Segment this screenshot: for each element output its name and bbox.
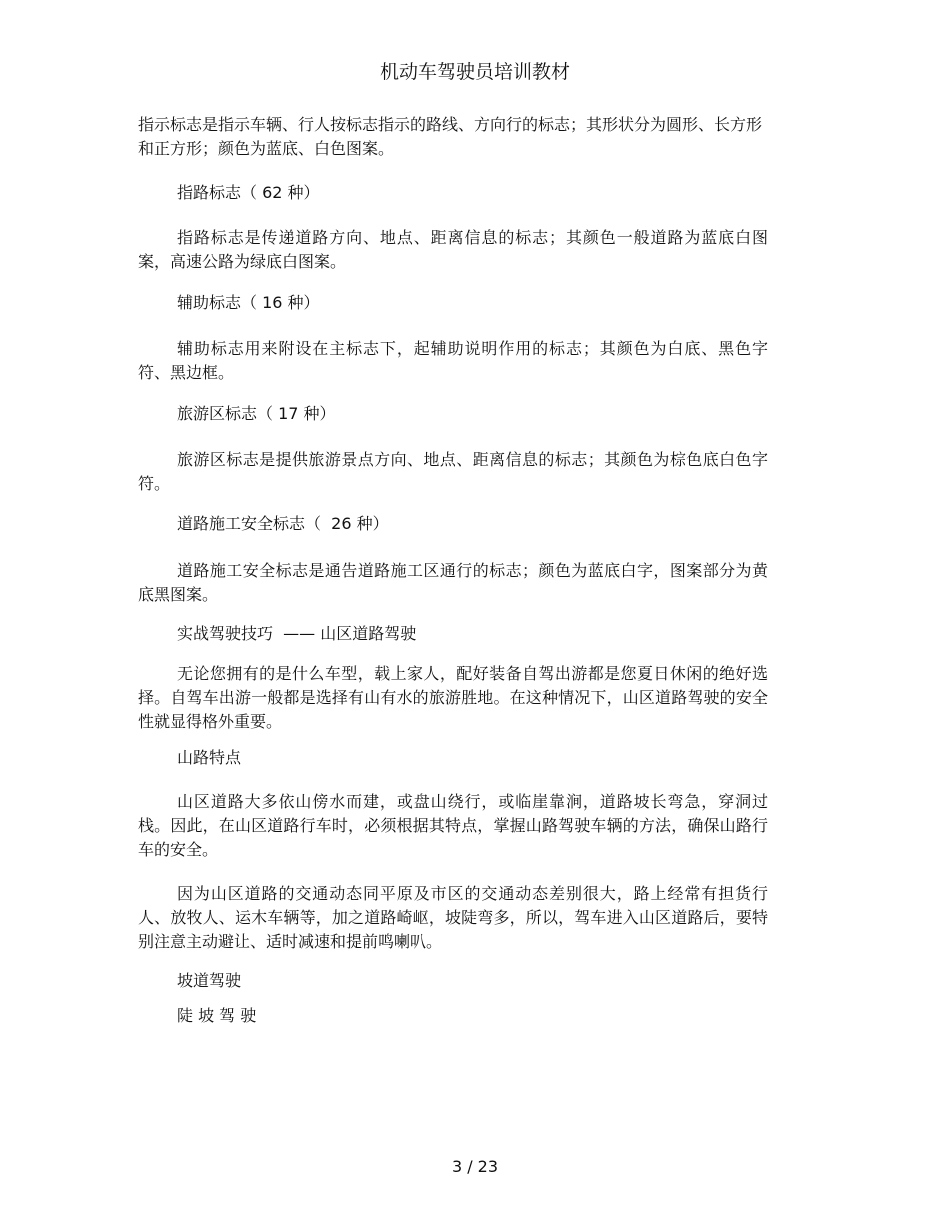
paragraph-construction-signs: 道路施工安全标志是通告道路施工区通行的标志；颜色为蓝底白字，图案部分为黄底黑图案。 xyxy=(138,561,768,604)
section-heading-tourist-signs: 旅游区标志（ 17 种） xyxy=(177,404,336,423)
section-heading-mountain-driving: 实战驾驶技巧 —— 山区道路驾驶 xyxy=(177,624,417,643)
paragraph-tourist-signs: 旅游区标志是提供旅游景点方向、地点、距离信息的标志；其颜色为棕色底白色字符。 xyxy=(138,450,768,493)
paragraph-mountain-road-features: 山区道路大多依山傍水而建，或盘山绕行，或临崖靠涧，道路坡长弯急，穿洞过栈。因此，在山区道路行车时，必须根据其特点，掌握山路驾驶车辆的方法，确保山路行车的安全。 xyxy=(138,792,768,859)
paragraph-mountain-traffic: 因为山区道路的交通动态同平原及市区的交通动态差别很大，路上经常有担货行人、放牧人、运木车辆等，加之道路崎岖，坡陡弯多，所以，驾车进入山区道路后，要特别注意主动避让、适时减速和提前鸣喇叭。 xyxy=(138,884,768,951)
section-heading-slope-driving: 坡道驾驶 xyxy=(177,971,242,990)
section-heading-steep-slope-driving: 陡 坡 驾 驶 xyxy=(177,1006,257,1025)
section-heading-guide-signs: 指路标志（ 62 种） xyxy=(177,183,320,202)
document-body xyxy=(138,113,768,1028)
section-heading-auxiliary-signs: 辅助标志（ 16 种） xyxy=(177,293,320,312)
intro-paragraph: 指示标志是指示车辆、行人按标志指示的路线、方向行的标志；其形状分为圆形、长方形和正方形；颜色为蓝底、白色图案。 xyxy=(138,115,763,158)
paragraph-auxiliary-signs: 辅助标志用来附设在主标志下，起辅助说明作用的标志；其颜色为白底、黑色字符、黑边框。 xyxy=(138,339,768,382)
section-heading-mountain-road-features: 山路特点 xyxy=(177,748,242,767)
page-number: 3 / 23 xyxy=(451,1157,499,1176)
paragraph-mountain-driving-intro: 无论您拥有的是什么车型，载上家人，配好装备自驾出游都是您夏日休闲的绝好选择。自驾车出游一般都是选择有山有水的旅游胜地。在这种情况下，山区道路驾驶的安全性就显得格外重要。 xyxy=(138,664,768,731)
paragraph-guide-signs: 指路标志是传递道路方向、地点、距离信息的标志；其颜色一般道路为蓝底白图案，高速公路为绿底白图案。 xyxy=(138,228,768,271)
page-header: 机动车驾驶员培训教材 xyxy=(379,61,570,83)
section-heading-construction-signs: 道路施工安全标志（ 26 种） xyxy=(177,514,389,533)
